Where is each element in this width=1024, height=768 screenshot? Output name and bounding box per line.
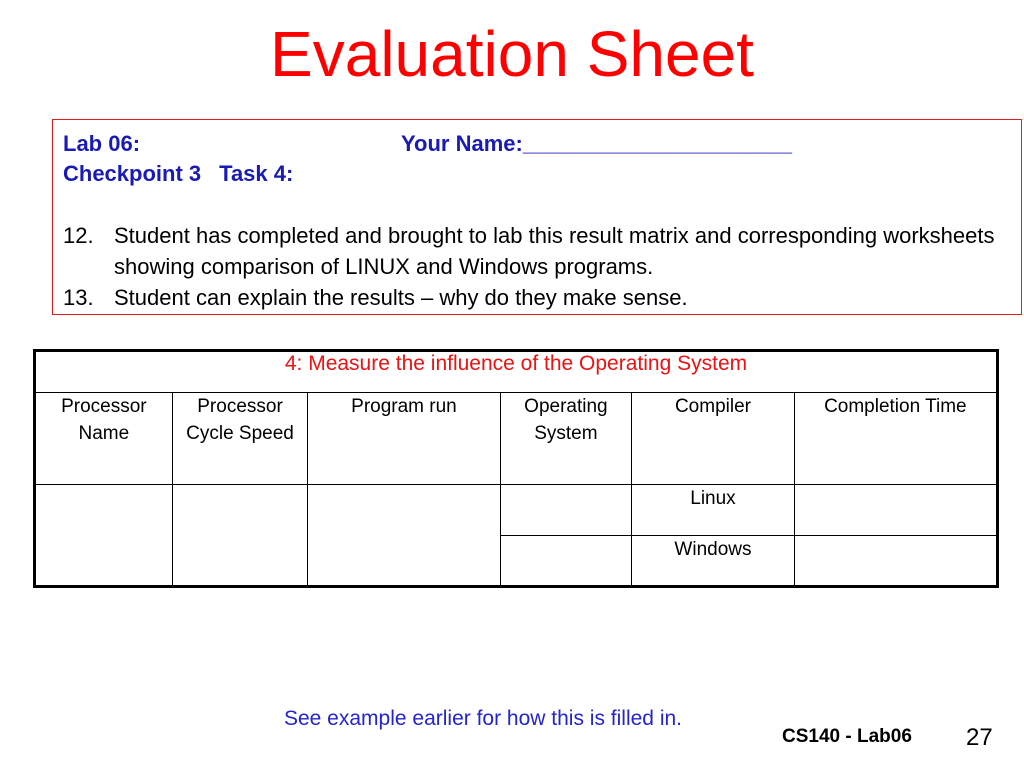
column-header-processor-cycle-speed: Processor Cycle Speed	[172, 393, 308, 485]
column-header-compiler: Compiler	[632, 393, 794, 485]
checkpoint-label: Checkpoint 3	[63, 161, 202, 186]
slide-title: Evaluation Sheet	[270, 18, 754, 90]
program-run-cell[interactable]	[308, 485, 500, 587]
lab-line	[63, 129, 1011, 159]
operating-system-cell[interactable]	[500, 485, 632, 536]
lab-label: Lab 06:	[63, 131, 141, 156]
result-matrix	[33, 349, 999, 588]
checkpoint-line	[63, 159, 1011, 189]
column-header-completion-time: Completion Time	[794, 393, 997, 485]
column-header-processor-name: Processor Name	[35, 393, 173, 485]
compiler-cell: Linux	[632, 485, 794, 536]
table-row	[35, 485, 998, 536]
item-text: Student has completed and brought to lab this result matrix and corresponding worksheets showing comparison of LINUX and Windows programs.	[114, 223, 995, 279]
item-number: 13.	[63, 285, 94, 310]
processor-cycle-speed-cell[interactable]	[172, 485, 308, 587]
column-header-program-run: Program run	[308, 393, 500, 485]
item-number: 12.	[63, 223, 94, 248]
course-label: CS140 - Lab06	[782, 726, 912, 747]
processor-name-cell[interactable]	[35, 485, 173, 587]
checklist-item	[63, 220, 1011, 282]
task-label: Task 4:	[219, 161, 294, 186]
completion-time-cell[interactable]	[794, 536, 997, 587]
completion-time-cell[interactable]	[794, 485, 997, 536]
footnote: See example earlier for how this is filled in.	[283, 707, 682, 730]
spacer	[63, 189, 1011, 220]
your-name-label: Your Name:______________________	[401, 131, 793, 156]
item-text: Student can explain the results – why do they make sense.	[114, 285, 688, 310]
matrix-title: 4: Measure the influence of the Operating System	[35, 351, 998, 393]
operating-system-cell[interactable]	[500, 536, 632, 587]
page-number: 27	[966, 724, 993, 751]
column-header-operating-system: Operating System	[500, 393, 632, 485]
checklist-item	[63, 282, 1011, 313]
checklist-box	[52, 119, 1022, 315]
compiler-cell: Windows	[632, 536, 794, 587]
matrix-title-row	[35, 351, 998, 393]
column-header-row	[35, 393, 998, 485]
